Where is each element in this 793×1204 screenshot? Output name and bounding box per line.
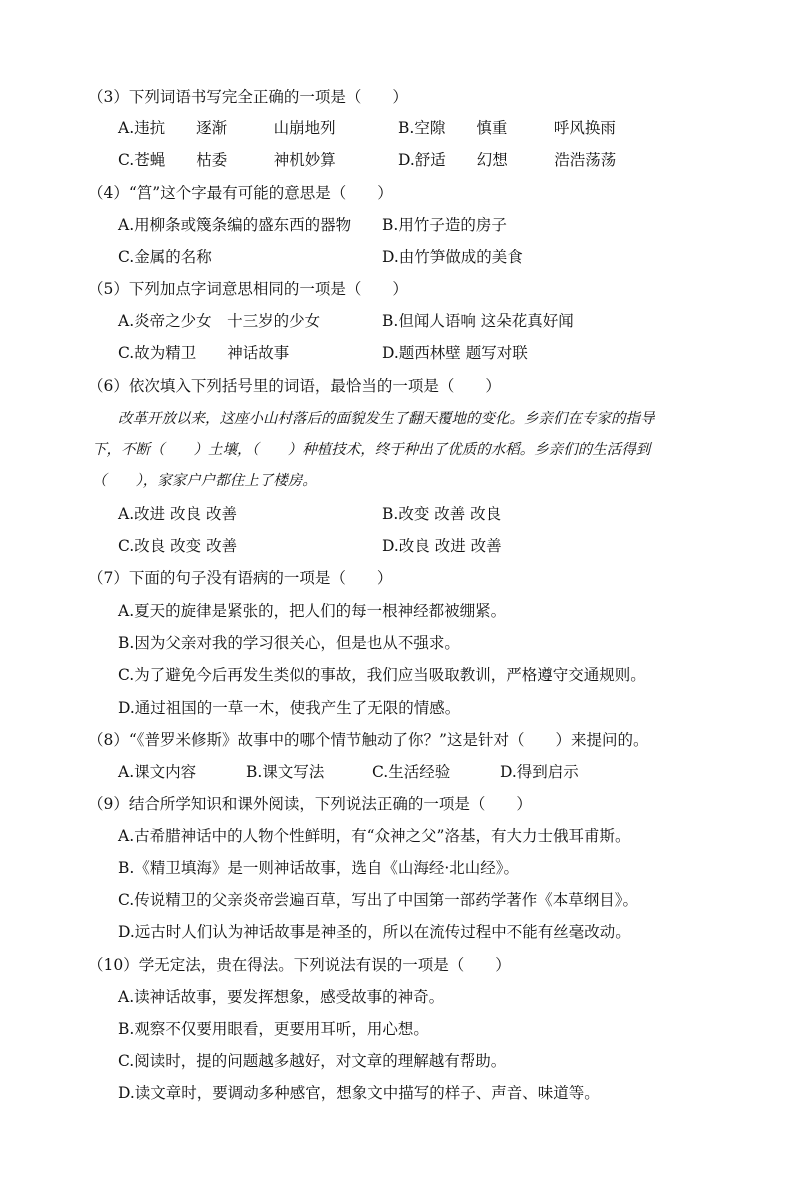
question-9-option-b: B.《精卫填海》是一则神话故事，选自《山海经·北山经》。 [118,859,519,877]
question-7-option-a: A.夏天的旋律是紧张的，把人们的每一根神经都被绷紧。 [118,602,507,620]
question-3-stem: （3）下列词语书写完全正确的一项是（ ） [88,88,408,106]
question-5-option-c: C.故为精卫 神话故事 [118,344,290,362]
question-4-option-d: D.由竹笋做成的美食 [382,248,523,266]
question-6-option-d: D.改良 改进 改善 [382,537,502,555]
question-9-option-c: C.传说精卫的父亲炎帝尝遍百草，写出了中国第一部药学著作《本草纲目》。 [118,891,638,909]
question-7-option-b: B.因为父亲对我的学习很关心，但是也从不强求。 [118,634,460,652]
question-6-passage-line-1: 改革开放以来，这座小山村落后的面貌发生了翻天覆地的变化。乡亲们在专家的指导 [118,411,655,427]
question-5-option-b: B.但闻人语响 这朵花真好闻 [382,312,574,330]
question-4-option-c: C.金属的名称 [118,248,212,266]
question-10-option-a: A.读神话故事，要发挥想象，感受故事的神奇。 [118,988,445,1006]
question-5-stem: （5）下列加点字词意思相同的一项是（ ） [88,280,408,298]
question-7-stem: （7）下面的句子没有语病的一项是（ ） [88,569,393,587]
question-4-option-a: A.用柳条或篾条编的盛东西的器物 [118,216,352,234]
question-8-option-b: B.课文写法 [246,763,325,781]
question-9-option-a: A.古希腊神话中的人物个性鲜明，有“众神之父”洛基，有大力士俄耳甫斯。 [118,827,631,845]
question-10-option-d: D.读文章时，要调动多种感官，想象文中描写的样子、声音、味道等。 [118,1084,600,1102]
question-7-option-d: D.通过祖国的一草一木，使我产生了无限的情感。 [118,699,461,717]
question-6-option-c: C.改良 改变 改善 [118,537,238,555]
question-4-stem: （4）“筥”这个字最有可能的意思是（ ） [88,184,393,202]
question-3-option-a: A.违抗 逐渐 山崩地列 [118,119,336,137]
question-8-option-d: D.得到启示 [500,763,579,781]
question-5-option-a: A.炎帝之少女 十三岁的少女 [118,312,321,330]
question-6-option-b: B.改变 改善 改良 [382,505,502,523]
question-8-stem: （8）“《普罗米修斯》故事中的哪个情节触动了你？”这是针对（ ）来提问的。 [88,731,649,749]
question-6-option-a: A.改进 改良 改善 [118,505,237,523]
question-6-stem: （6）依次填入下列括号里的词语，最恰当的一项是（ ） [88,377,501,395]
question-10-option-b: B.观察不仅要用眼看，更要用耳听，用心想。 [118,1020,429,1038]
question-8-option-a: A.课文内容 [118,763,197,781]
question-3-option-c: C.苍蝇 枯委 神机妙算 [118,151,336,169]
question-3-option-b: B.空隙 慎重 呼风换雨 [398,119,616,137]
question-4-option-b: B.用竹子造的房子 [382,216,507,234]
question-8-option-c: C.生活经验 [372,763,451,781]
question-3-option-d: D.舒适 幻想 浩浩荡荡 [398,151,617,169]
question-9-stem: （9）结合所学知识和课外阅读，下列说法正确的一项是（ ） [88,795,532,813]
question-6-passage-line-3: （ ），家家户户都住上了楼房。 [92,473,317,489]
question-10-stem: （10）学无定法，贵在得法。下列说法有误的一项是（ ） [88,956,511,974]
question-7-option-c: C.为了避免今后再发生类似的事故，我们应当吸取教训，严格遵守交通规则。 [118,666,646,684]
question-10-option-c: C.阅读时，提的问题越多越好，对文章的理解越有帮助。 [118,1052,507,1070]
question-9-option-d: D.远古时人们认为神话故事是神圣的，所以在流传过程中不能有丝毫改动。 [118,923,631,941]
question-5-option-d: D.题西林壁 题写对联 [382,344,528,362]
question-6-passage-line-2: 下，不断（ ）土壤，（ ）种植技术，终于种出了优质的水稻。乡亲们的生活得到 [92,442,651,458]
